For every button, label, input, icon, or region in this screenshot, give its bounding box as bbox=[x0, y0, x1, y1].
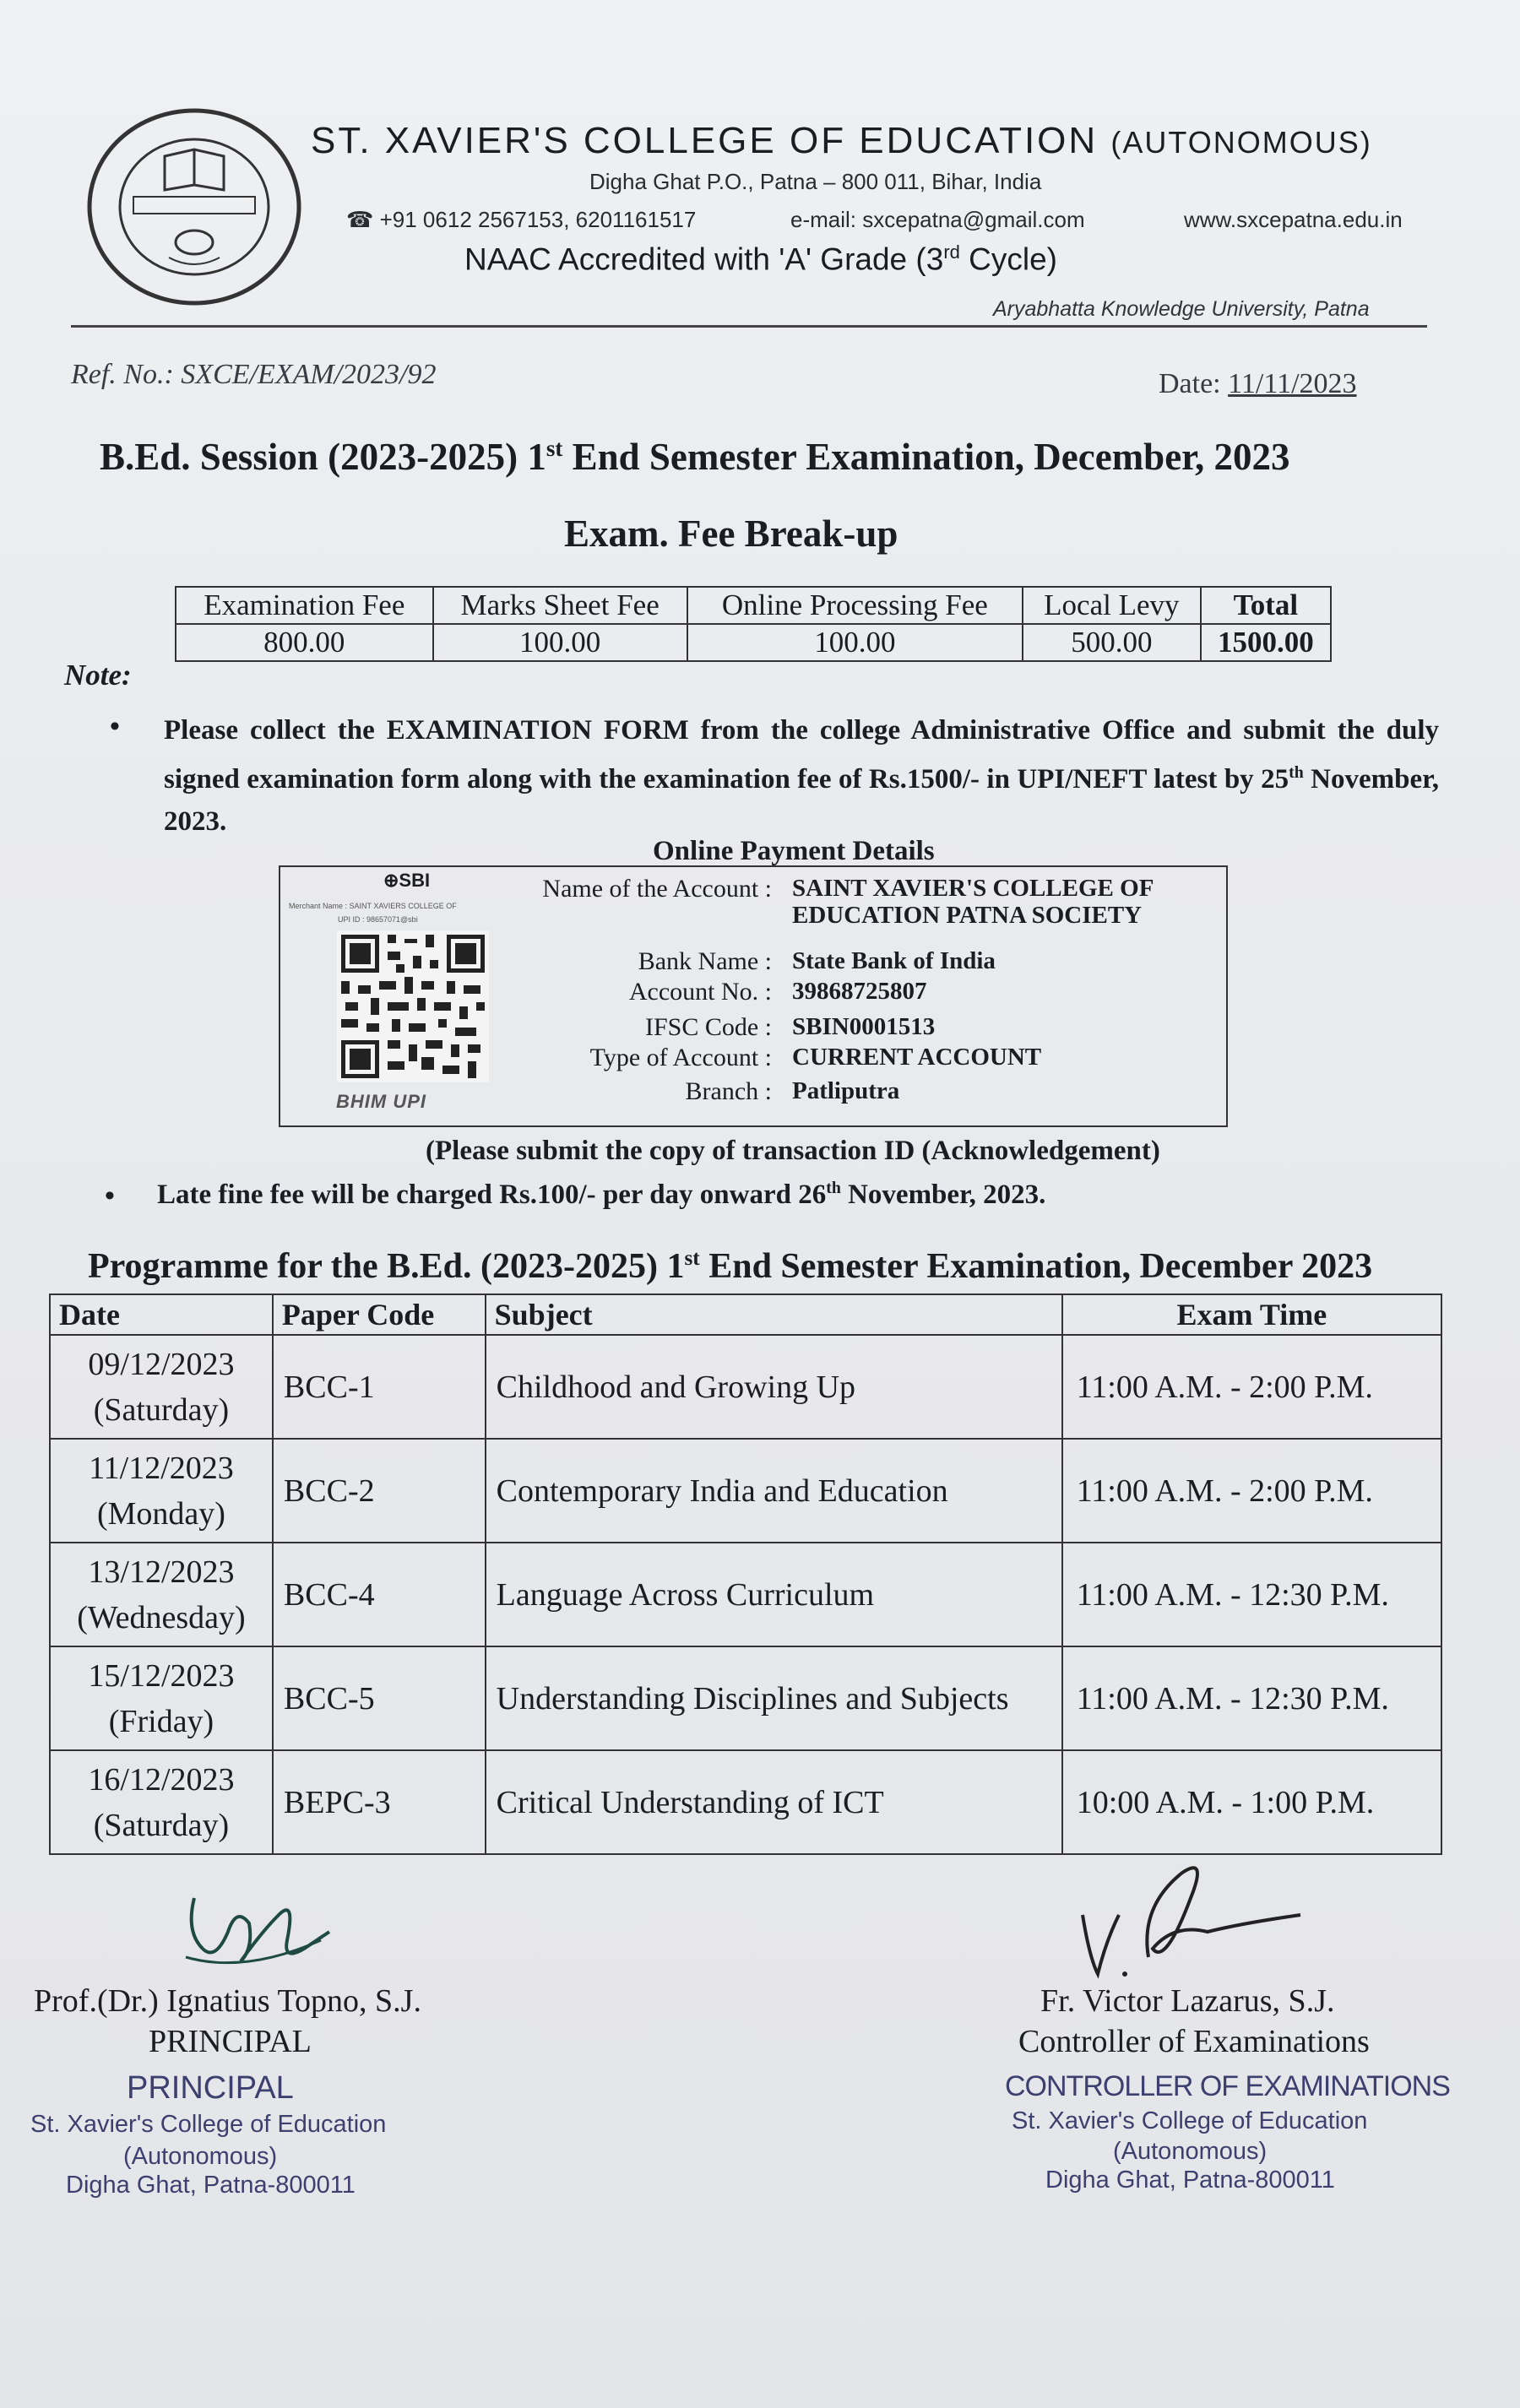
subject-cell: Critical Understanding of ICT bbox=[486, 1750, 1062, 1854]
exam-time-cell: 10:00 A.M. - 1:00 P.M. bbox=[1062, 1750, 1441, 1854]
fee-header-cell: Examination Fee bbox=[176, 587, 433, 624]
sbi-logo: ⊕SBI bbox=[383, 870, 431, 891]
upi-id: UPI ID : 98657071@sbi bbox=[338, 915, 418, 924]
controller-title: Controller of Examinations bbox=[1018, 2024, 1370, 2059]
fee-value-cell: 100.00 bbox=[687, 624, 1023, 661]
fee-table-value-row bbox=[176, 624, 1331, 661]
controller-stamp-line: Digha Ghat, Patna-800011 bbox=[1045, 2167, 1335, 2194]
fee-table bbox=[175, 586, 1332, 662]
fee-table-header-row bbox=[176, 587, 1331, 624]
college-name: ST. XAVIER'S COLLEGE OF EDUCATION (AUTONOMOUS) bbox=[311, 120, 1372, 161]
paper-code-cell: BCC-2 bbox=[273, 1439, 486, 1543]
fee-total-cell: 1500.00 bbox=[1201, 624, 1331, 661]
bullet-icon: • bbox=[110, 711, 120, 742]
subject-cell: Contemporary India and Education bbox=[486, 1439, 1062, 1543]
email-address: e-mail: sxcepatna@gmail.com bbox=[790, 207, 1085, 232]
account-type-value: CURRENT ACCOUNT bbox=[792, 1044, 1042, 1071]
principal-stamp-line: St. Xavier's College of Education bbox=[30, 2111, 387, 2138]
table-row bbox=[50, 1750, 1441, 1854]
fee-breakup-title: Exam. Fee Break-up bbox=[564, 513, 898, 555]
college-address: Digha Ghat P.O., Patna – 800 011, Bihar, India bbox=[589, 169, 1042, 194]
subject-cell: Understanding Disciplines and Subjects bbox=[486, 1646, 1062, 1750]
reference-number: Ref. No.: SXCE/EXAM/2023/92 bbox=[71, 359, 437, 390]
submit-transaction-note: (Please submit the copy of transaction ID (Acknowledgement) bbox=[426, 1136, 1160, 1166]
exam-time-cell: 11:00 A.M. - 12:30 P.M. bbox=[1062, 1646, 1441, 1750]
fee-header-cell: Online Processing Fee bbox=[687, 587, 1023, 624]
fee-header-cell: Marks Sheet Fee bbox=[433, 587, 687, 624]
exam-time-cell: 11:00 A.M. - 2:00 P.M. bbox=[1062, 1335, 1441, 1439]
programme-heading: Programme for the B.Ed. (2023-2025) 1st End Semester Examination, December 2023 bbox=[88, 1247, 1373, 1286]
account-number-value: 39868725807 bbox=[792, 978, 927, 1005]
paper-code-cell: BCC-4 bbox=[273, 1543, 486, 1646]
controller-stamp-line: (Autonomous) bbox=[1113, 2138, 1268, 2165]
principal-stamp-line: Digha Ghat, Patna-800011 bbox=[66, 2172, 356, 2199]
branch-value: Patliputra bbox=[792, 1077, 900, 1104]
exam-date-cell: 09/12/2023 (Saturday) bbox=[50, 1335, 273, 1439]
ifsc-code-value: SBIN0001513 bbox=[792, 1013, 936, 1040]
college-seal-logo bbox=[84, 106, 304, 308]
paper-code-cell: BCC-1 bbox=[273, 1335, 486, 1439]
schedule-header-row bbox=[50, 1294, 1441, 1335]
document-date: Date: 11/11/2023 bbox=[1159, 368, 1357, 399]
exam-date-cell: 13/12/2023 (Wednesday) bbox=[50, 1543, 273, 1646]
fee-header-cell: Total bbox=[1201, 587, 1331, 624]
website-url: www.sxcepatna.edu.in bbox=[1184, 207, 1403, 232]
note-label: Note: bbox=[64, 659, 132, 691]
header-divider bbox=[71, 325, 1427, 328]
schedule-header-cell: Paper Code bbox=[273, 1294, 486, 1335]
bhim-upi-logo: BHIM UPI bbox=[336, 1091, 426, 1112]
paper-code-cell: BCC-5 bbox=[273, 1646, 486, 1750]
bank-name-value: State Bank of India bbox=[792, 947, 996, 974]
fee-value-cell: 500.00 bbox=[1023, 624, 1201, 661]
fee-header-cell: Local Levy bbox=[1023, 587, 1201, 624]
document-page: ST. XAVIER'S COLLEGE OF EDUCATION (AUTONOMOUS) Digha Ghat P.O., Patna – 800 011, Bihar, India ☎ +91 0612 2567153, 6201161517 e-mail: sxcepatna@gmail.com www.sxcepatna.edu.in NAAC Accredited with 'A' Grade (3rd Cycle) Aryabhatta Knowledge University, Patna Ref. No.: SXCE/EXAM/2023/92 Date: 11/11/2023 B.Ed. Session (2023-2025) 1st End Semester Examination, December, 2023 Exam. Fee Break-up Examination Fee Marks Sheet Fee Online Processing Fee Local Levy Total 800.00 100.00 100.00 500.00 1500.00 Note: • Please collect the EXAMINATION FORM from the college Administrative Office and submit the duly signed examination form along with the examination fee of Rs.1500/- in UPI/NEFT latest by 25th November, 2023. Online Payment Details ⊕SBI Merchant Name : SAINT XAVIERS COLLEGE OF UPI ID : 98657071@sbi BHIM UPI Name of the Account : SAINT XAVIER'S COLLEGE OF EDUCATION PATNA SOCIETY Bank Name : State Bank of India Account No. : 39868725807 IFSC Code : SBIN0001513 Type of Account : CURRENT ACCOUNT Branch : Patliputra (Please submit the copy of transaction ID (Acknowledgement) • Late fine fee will be charged Rs.100/- per day onward 26th November, 2023. Programme for the B.Ed. (2023-2025) 1st End Semester Examination, December 2023 Date Paper Code Subject Exam Time 09/12/2023 (Saturday) BCC-1 Childhood and Growing Up 11:00 A.M. - 2:00 P.M. 11/12/2023 (Monday) BCC-2 Contemporary India and Education 11:00 A.M. - 2:00 P.M. 13/12/2023 (Wednesday) BCC-4 Language Across Curriculum 11:00 A.M. - 12:30 P.M. 15/12/2023 (Friday) BCC-5 Understanding Disciplines and Subjects 11:00 A.M. - 12:30 P.M. 16/12/2023 (Saturday) BEPC-3 Critical Understanding of ICT 10:00 A.M. - 1:00 P.M. Prof.(Dr.) Ignatius Topno, S.J. PRINCIPAL PRINCIPAL St. Xavier's College of Education (Autonomous) Digha Ghat, Patna-800011 Fr. Victor Lazarus, S.J. Controller of Examinations CONTROLLER OF EXAMINATIONS St. Xavier's College of Education (Autonomous) Digha Ghat, Patna-800011 bbox=[0, 0, 1520, 2408]
payment-title: Online Payment Details bbox=[653, 836, 935, 866]
affiliated-university: Aryabhatta Knowledge University, Patna bbox=[993, 297, 1370, 321]
exam-date-cell: 15/12/2023 (Friday) bbox=[50, 1646, 273, 1750]
principal-stamp-title: PRINCIPAL bbox=[127, 2070, 294, 2106]
merchant-name: Merchant Name : SAINT XAVIERS COLLEGE OF bbox=[289, 902, 457, 910]
phone-number: ☎ +91 0612 2567153, 6201161517 bbox=[346, 207, 697, 232]
table-row bbox=[50, 1335, 1441, 1439]
schedule-header-cell: Subject bbox=[486, 1294, 1062, 1335]
late-fine-note: Late fine fee will be charged Rs.100/- per day onward 26th November, 2023. bbox=[157, 1179, 1046, 1210]
exam-schedule-table bbox=[49, 1293, 1442, 1855]
exam-date-cell: 11/12/2023 (Monday) bbox=[50, 1439, 273, 1543]
table-row bbox=[50, 1439, 1441, 1543]
schedule-header-cell: Exam Time bbox=[1062, 1294, 1441, 1335]
fee-value-cell: 100.00 bbox=[433, 624, 687, 661]
exam-time-cell: 11:00 A.M. - 12:30 P.M. bbox=[1062, 1543, 1441, 1646]
controller-name: Fr. Victor Lazarus, S.J. bbox=[1040, 1983, 1335, 2019]
note-collect-form: Please collect the EXAMINATION FORM from the college Administrative Office and submit the duly signed examination form along with the examination fee of Rs.1500/- in UPI/NEFT latest by 25th November, 2023. bbox=[164, 715, 1439, 837]
principal-signature bbox=[169, 1881, 338, 1974]
paper-code-cell: BEPC-3 bbox=[273, 1750, 486, 1854]
upi-qr-code bbox=[336, 930, 490, 1082]
controller-stamp-title: CONTROLLER OF EXAMINATIONS bbox=[1005, 2070, 1450, 2102]
naac-accreditation: NAAC Accredited with 'A' Grade (3rd Cycle) bbox=[464, 241, 1057, 277]
subject-cell: Childhood and Growing Up bbox=[486, 1335, 1062, 1439]
table-row bbox=[50, 1646, 1441, 1750]
schedule-header-cell: Date bbox=[50, 1294, 273, 1335]
account-name-value: EDUCATION PATNA SOCIETY bbox=[792, 902, 1143, 929]
principal-stamp-line: (Autonomous) bbox=[123, 2143, 278, 2170]
principal-name: Prof.(Dr.) Ignatius Topno, S.J. bbox=[34, 1983, 421, 2019]
exam-date-cell: 16/12/2023 (Saturday) bbox=[50, 1750, 273, 1854]
controller-signature bbox=[1072, 1856, 1309, 1982]
exam-time-cell: 11:00 A.M. - 2:00 P.M. bbox=[1062, 1439, 1441, 1543]
controller-stamp-line: St. Xavier's College of Education bbox=[1012, 2107, 1368, 2134]
subject-cell: Language Across Curriculum bbox=[486, 1543, 1062, 1646]
fee-value-cell: 800.00 bbox=[176, 624, 433, 661]
exam-heading: B.Ed. Session (2023-2025) 1st End Semester Examination, December, 2023 bbox=[100, 436, 1290, 478]
table-row bbox=[50, 1543, 1441, 1646]
account-name-value: SAINT XAVIER'S COLLEGE OF bbox=[792, 875, 1154, 902]
principal-title: PRINCIPAL bbox=[149, 2024, 312, 2059]
bullet-icon: • bbox=[105, 1180, 115, 1212]
